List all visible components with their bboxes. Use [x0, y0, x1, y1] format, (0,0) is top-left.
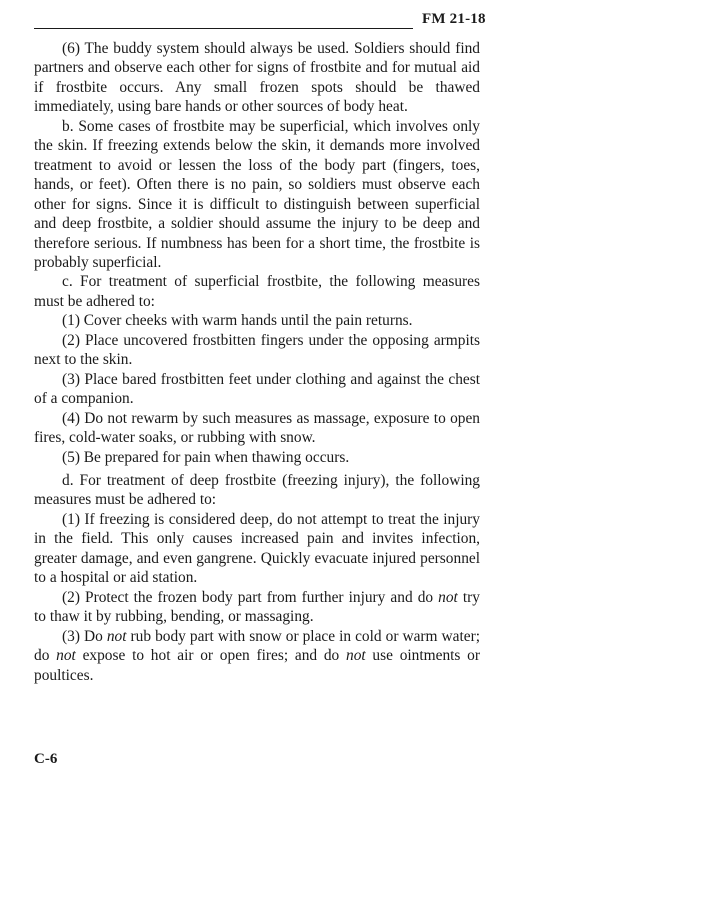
- emphasis-not: not: [106, 627, 127, 645]
- emphasis-not: not: [56, 647, 76, 665]
- text-segment: expose to hot air or open fires; and do: [75, 647, 346, 665]
- list-item-fingers-armpits: (2) Place uncovered frostbitten fingers under the opposing armpits next to the skin.: [34, 331, 480, 369]
- list-item-cover-cheeks: (1) Cover cheeks with warm hands until the pain returns.: [62, 312, 413, 330]
- text-segment: (3) Do: [62, 627, 107, 645]
- emphasis-not: not: [438, 588, 458, 606]
- text-segment: rub body part with snow or place in cold or warm water; do: [34, 627, 481, 665]
- list-item-evacuate: (1) If freezing is considered deep, do not attempt to treat the injury in the field. This only causes increased pain and invites infection, greater damage, and even gangrene. Quickly evacuate injured personnel to a hospital or aid station.: [34, 510, 480, 587]
- paragraph-deep-treatment-intro: d. For treatment of deep frostbite (freezing injury), the following measures must be adhered to:: [34, 471, 480, 509]
- list-item-protect-frozen-part: [34, 588, 480, 627]
- paragraph-superficial-frostbite: b. Some cases of frostbite may be superficial, which involves only the skin. If freezing extends below the skin, it demands more involved treatment to avoid or lessen the loss of the body part (fingers, toes, hands, or feet). Often there is no pain, so soldiers must observe each other for signs. Since it is difficult to distinguish between superficial and deep frostbite, a soldier should assume the injury to be deep and therefore serious. If numbness has been for a short time, the frostbite is probably superficial.: [34, 117, 480, 271]
- list-item-do-not-rub: [34, 627, 480, 685]
- paragraph-superficial-treatment-intro: c. For treatment of superficial frostbite, the following measures must be adhered to:: [34, 273, 480, 310]
- header-rule: [34, 28, 413, 29]
- text-segment: use ointments or poultices.: [34, 647, 480, 684]
- document-body: [34, 39, 480, 685]
- text-segment: (2) Protect the frozen body part from further injury and do: [62, 588, 439, 606]
- page-number: C-6: [34, 751, 58, 767]
- paragraph-buddy-system: (6) The buddy system should always be used. Soldiers should find partners and observe each other for signs of frostbite and for mutual aid if frostbite occurs. Any small frozen spots should be thawed immediately, using bare hands or other sources of body heat.: [34, 40, 480, 116]
- list-item-feet-companion: (3) Place bared frostbitten feet under clothing and against the chest of a companion.: [34, 370, 480, 408]
- emphasis-not: not: [346, 647, 366, 665]
- manual-id-label: FM 21-18: [422, 11, 486, 27]
- text-segment: try to thaw it by rubbing, bending, or massaging.: [34, 588, 480, 626]
- list-item-pain-thawing: (5) Be prepared for pain when thawing occurs.: [62, 448, 350, 466]
- list-item-do-not-rewarm: (4) Do not rewarm by such measures as massage, exposure to open fires, cold-water soaks, or rubbing with snow.: [34, 409, 480, 447]
